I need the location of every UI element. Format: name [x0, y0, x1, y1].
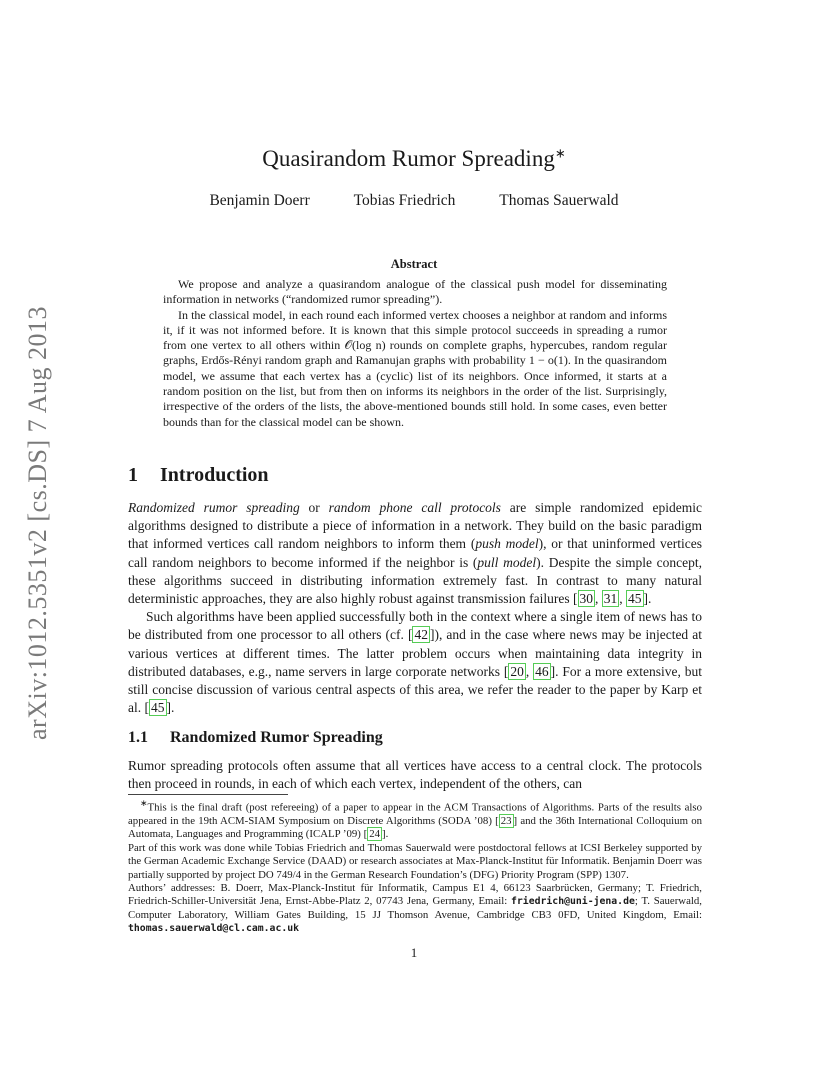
text-run: ] and the 36th International Colloquium on Automata, Languages and Programming (ICALP ’09) [ [128, 815, 702, 841]
page-number: 1 [410, 945, 418, 960]
author-list [0, 192, 828, 210]
footnotes [128, 797, 702, 936]
abstract-paragraph: In the classical model, in each round each informed vertex chooses a neighbor at random and informs it, if it was not informed before. It is known that this simple protocol succeeds in spreading a rumor from one vertex to all others within 𝒪(log n) rounds on complete graphs, hypercubes, random regular graphs, Erdős-Rényi random graph and Ramanujan graphs with probability 1 − o(1). In the quasirandom model, we assume that each vertex has a (cyclic) list of its neighbors. Once informed, it starts at a random position on the list, but from then on informs its neighbors in the order of the list. Surprisingly, irrespective of the orders of the lists, the above-mentioned bounds still hold. In some cases, even better bounds than for the classical model can be shown. [163, 307, 667, 429]
text-run: ]. For a more extensive, but still concise discussion of various central aspects of this area, we refer the reader to the paper by Karp et al. [ [128, 663, 702, 716]
text-run: or [299, 500, 329, 515]
abstract-paragraph: We propose and analyze a quasirandom analogue of the classical push model for disseminating information in networks (“randomized rumor spreading”). [163, 277, 667, 307]
emphasis-text: pull model [477, 554, 537, 570]
text-run: are simple randomized epidemic algorithms designed to distribute a piece of information in a network. They build on the basic paradigm that informed vertices call random neighbors to inform them ( [128, 500, 703, 552]
text-run: This is the final draft (post refereeing) of a paper to appear in the ACM Transactions of Algorithms. Parts of the results also appeared in the 19th ACM-SIAM Symposium on Discrete Algorithms (SODA ’08) [ [128, 801, 702, 827]
text-run: ; T. Sauerwald, Computer Laboratory, William Gates Building, 15 JJ Thomson Avenue, Cambridge CB3 0FD, United Kingdom, Email: [128, 895, 702, 921]
subsection-body [128, 757, 702, 793]
citation-link[interactable]: 45 [151, 700, 165, 716]
section-title: Introduction [160, 464, 269, 486]
footnote [128, 797, 702, 842]
introduction-body [128, 499, 702, 717]
citation-link[interactable]: 23 [500, 815, 512, 827]
emphasis-text: push model [475, 536, 539, 552]
subsection-title: Randomized Rumor Spreading [170, 729, 383, 746]
text-run: ]. [643, 591, 652, 607]
author-name: Benjamin Doerr [209, 192, 310, 209]
text-run: , [619, 591, 627, 607]
footnote-mark: ∗ [140, 798, 148, 808]
body-paragraph [128, 499, 702, 608]
arxiv-identifier [18, 298, 58, 748]
text-run: , [525, 663, 534, 679]
text-run: ]. [381, 828, 389, 841]
text-run: Authors’ addresses: B. Doerr, Max-Planck-Institut für Informatik, Campus E1 4, 66123 Saarbrücken, Germany; T. Friedrich, Friedrich-Schiller-Universität Jena, Ernst-Abbe-Platz 2, 07743 Jena, Germany, Email: [128, 882, 702, 908]
title-footnote-mark[interactable]: ∗ [554, 145, 566, 161]
footnote-divider [128, 794, 288, 795]
email-link[interactable]: thomas.sauerwald@cl.cam.ac.uk [128, 923, 300, 935]
text-run: ]), and in the case where news may be injected at various vertices at different times. The latter problem occurs when maintaining data integrity in distributed databases, e.g., name servers in large corporate networks [ [128, 627, 703, 679]
abstract-heading: Abstract [390, 257, 438, 271]
arxiv-identifier-text: arXiv:1012.5351v2 [cs.DS] 7 Aug 2013 [23, 306, 53, 740]
citation-link[interactable]: 31 [603, 591, 618, 607]
author-name: Thomas Sauerwald [499, 192, 619, 209]
author-name: Tobias Friedrich [353, 192, 456, 209]
footnote [128, 882, 702, 936]
body-paragraph: Rumor spreading protocols often assume that all vertices have access to a central clock. The protocols then proceed in rounds, in each of which each vertex, independent of the others, can [128, 758, 702, 792]
text-run: ]. [166, 700, 175, 716]
citation-link[interactable]: 24 [369, 828, 380, 841]
citation-link[interactable]: 20 [510, 663, 524, 679]
section-heading [128, 464, 269, 487]
email-link[interactable]: friedrich@uni-jena.de [511, 896, 635, 908]
text-run: ). Despite the simple concept, these algorithms succeed in distributing information extremely fast. In contrast to many natural deterministic approaches, they are also highly robust against transmission failures [ [128, 554, 703, 607]
body-paragraph [128, 608, 702, 717]
paper-title-text: Quasirandom Rumor Spreading [262, 146, 555, 171]
text-run: Such algorithms have been applied successfully both in the context where a single item of news has to be distributed from one processor to all others (cf. [ [128, 609, 702, 643]
text-run: , [595, 591, 602, 607]
citation-link[interactable]: 30 [579, 591, 594, 607]
emphasis-text: Randomized rumor spreading [128, 500, 300, 515]
paper-title [0, 146, 828, 172]
abstract-body [163, 277, 667, 430]
citation-link[interactable]: 42 [414, 627, 428, 643]
emphasis-text: random phone call protocols [328, 500, 501, 515]
citation-link[interactable]: 46 [535, 663, 549, 679]
citation-link[interactable]: 45 [628, 591, 642, 607]
subsection-heading [128, 729, 383, 747]
footnote: Part of this work was done while Tobias Friedrich and Thomas Sauerwald were postdoctoral fellows at ICSI Berkeley supported by the German Academic Exchange Service (DAAD) or research associates at Max-Planck-Institut für Informatik. Benjamin Doerr was partially supported by project DO 749/4 in the German Research Foundation’s (DFG) Priority Program (SPP) 1307. [128, 841, 702, 881]
text-run: ), or that uninformed vertices call random neighbors to become informed if the neighbor is ( [128, 536, 702, 570]
subsection-number: 1.1 [128, 729, 148, 746]
section-number: 1 [128, 464, 138, 486]
